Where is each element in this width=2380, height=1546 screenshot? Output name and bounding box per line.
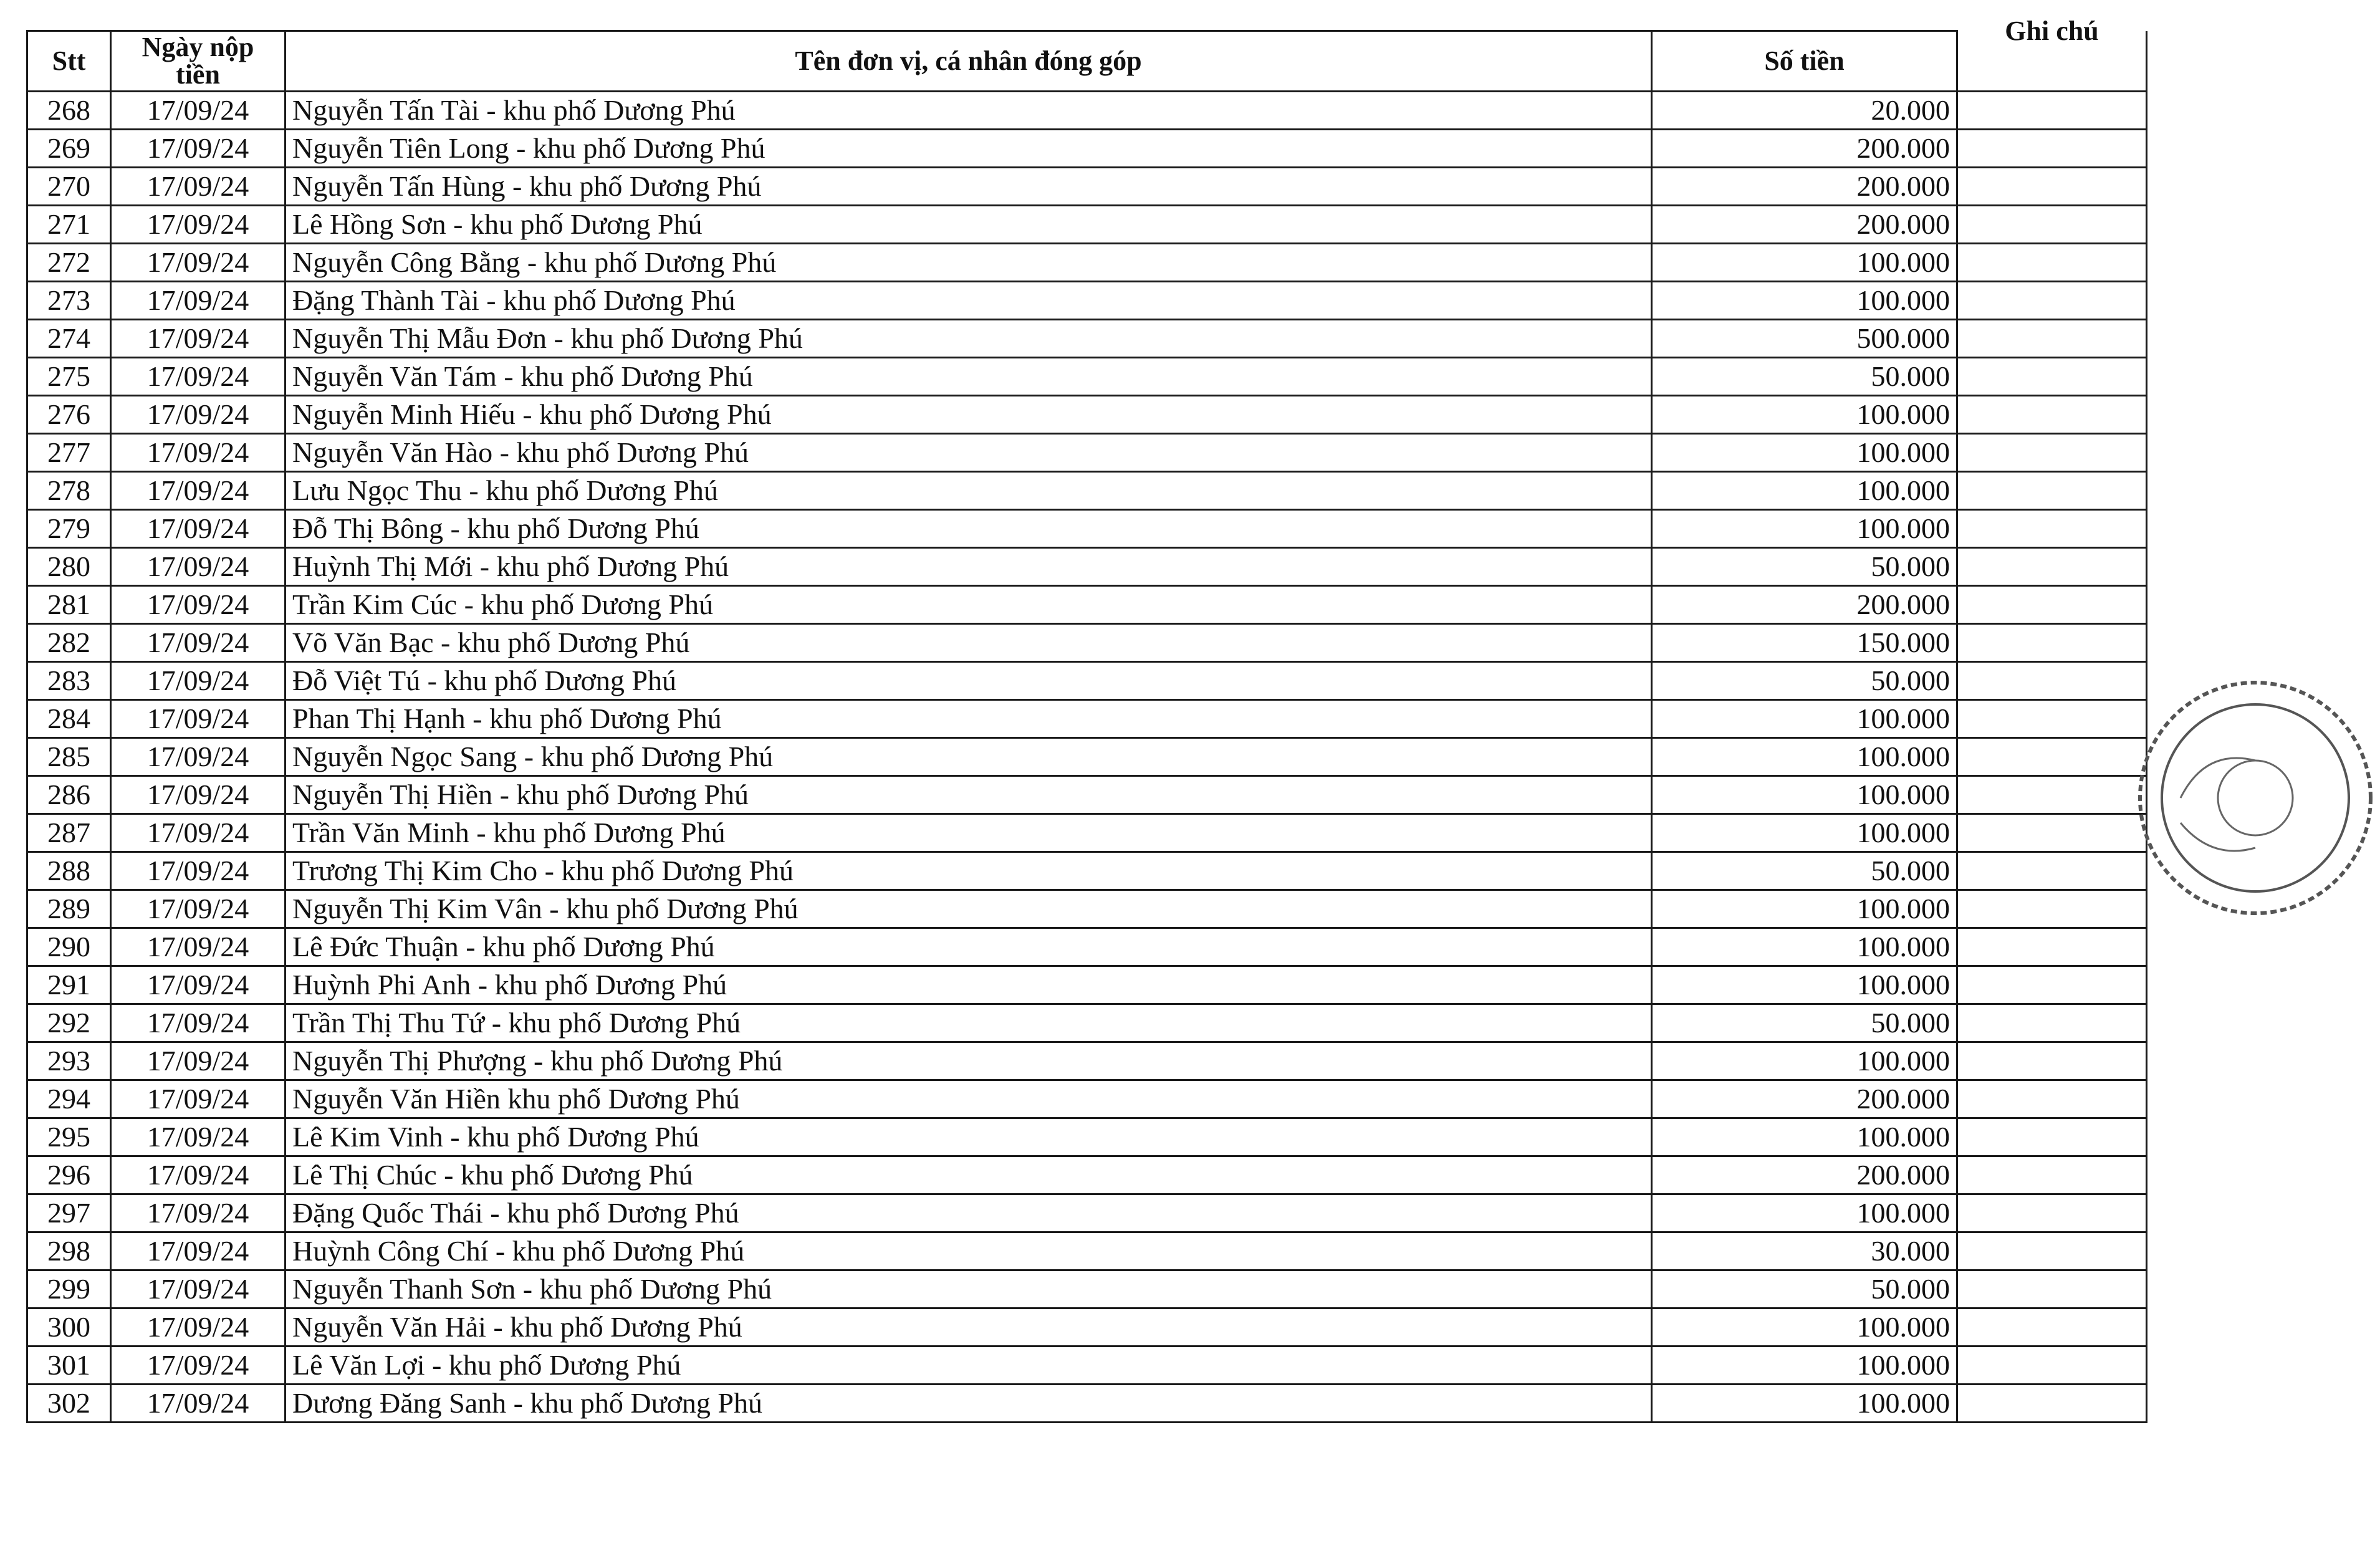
row-note [1957, 396, 2147, 434]
table-row [27, 738, 2147, 776]
row-date: 17/09/24 [111, 244, 286, 282]
row-amount: 50.000 [1652, 852, 1957, 890]
row-note [1957, 320, 2147, 358]
row-note [1957, 472, 2147, 510]
row-date: 17/09/24 [111, 1042, 286, 1080]
row-amount: 200.000 [1652, 168, 1957, 206]
row-stt: 296 [27, 1156, 111, 1194]
row-name: Nguyễn Tiên Long - khu phố Dương Phú [286, 130, 1652, 168]
row-note [1957, 586, 2147, 624]
row-date: 17/09/24 [111, 548, 286, 586]
row-amount: 100.000 [1652, 434, 1957, 472]
row-date: 17/09/24 [111, 130, 286, 168]
row-amount: 100.000 [1652, 814, 1957, 852]
table-row [27, 776, 2147, 814]
row-date: 17/09/24 [111, 1080, 286, 1118]
row-note [1957, 966, 2147, 1004]
row-note [1957, 1156, 2147, 1194]
row-note [1957, 1232, 2147, 1270]
row-note [1957, 1042, 2147, 1080]
row-note [1957, 434, 2147, 472]
table-row [27, 472, 2147, 510]
row-date: 17/09/24 [111, 776, 286, 814]
row-stt: 280 [27, 548, 111, 586]
contribution-ledger [26, 15, 2146, 1423]
row-name: Huỳnh Phi Anh - khu phố Dương Phú [286, 966, 1652, 1004]
table-row [27, 890, 2147, 928]
row-name: Nguyễn Tấn Hùng - khu phố Dương Phú [286, 168, 1652, 206]
row-note [1957, 510, 2147, 548]
row-stt: 270 [27, 168, 111, 206]
row-amount: 200.000 [1652, 586, 1957, 624]
table-row [27, 814, 2147, 852]
row-date: 17/09/24 [111, 586, 286, 624]
row-stt: 289 [27, 890, 111, 928]
row-amount: 100.000 [1652, 966, 1957, 1004]
table-row [27, 206, 2147, 244]
row-stt: 286 [27, 776, 111, 814]
row-name: Nguyễn Văn Hào - khu phố Dương Phú [286, 434, 1652, 472]
row-date: 17/09/24 [111, 396, 286, 434]
row-stt: 272 [27, 244, 111, 282]
table-row [27, 168, 2147, 206]
row-name: Phan Thị Hạnh - khu phố Dương Phú [286, 700, 1652, 738]
table-row [27, 966, 2147, 1004]
header-name: Tên đơn vị, cá nhân đóng góp [286, 31, 1652, 92]
row-stt: 290 [27, 928, 111, 966]
row-name: Lê Đức Thuận - khu phố Dương Phú [286, 928, 1652, 966]
row-stt: 295 [27, 1118, 111, 1156]
row-name: Đỗ Thị Bông - khu phố Dương Phú [286, 510, 1652, 548]
row-date: 17/09/24 [111, 510, 286, 548]
row-date: 17/09/24 [111, 1232, 286, 1270]
row-name: Dương Đăng Sanh - khu phố Dương Phú [286, 1385, 1652, 1423]
row-name: Nguyễn Minh Hiếu - khu phố Dương Phú [286, 396, 1652, 434]
row-note [1957, 130, 2147, 168]
row-stt: 299 [27, 1270, 111, 1308]
row-amount: 50.000 [1652, 358, 1957, 396]
row-date: 17/09/24 [111, 1194, 286, 1232]
row-date: 17/09/24 [111, 624, 286, 662]
table-row [27, 1042, 2147, 1080]
row-stt: 269 [27, 130, 111, 168]
row-amount: 100.000 [1652, 1042, 1957, 1080]
row-amount: 50.000 [1652, 548, 1957, 586]
row-name: Lưu Ngọc Thu - khu phố Dương Phú [286, 472, 1652, 510]
row-note [1957, 662, 2147, 700]
table-row [27, 320, 2147, 358]
row-amount: 100.000 [1652, 396, 1957, 434]
contribution-table [26, 15, 2147, 1423]
row-amount: 50.000 [1652, 662, 1957, 700]
table-row [27, 1080, 2147, 1118]
row-name: Nguyễn Thị Mẫu Đơn - khu phố Dương Phú [286, 320, 1652, 358]
row-date: 17/09/24 [111, 662, 286, 700]
row-date: 17/09/24 [111, 966, 286, 1004]
row-date: 17/09/24 [111, 206, 286, 244]
row-date: 17/09/24 [111, 814, 286, 852]
table-header-row [27, 31, 2147, 92]
row-stt: 287 [27, 814, 111, 852]
table-row [27, 1308, 2147, 1347]
row-date: 17/09/24 [111, 358, 286, 396]
row-note [1957, 928, 2147, 966]
row-amount: 100.000 [1652, 1118, 1957, 1156]
row-date: 17/09/24 [111, 928, 286, 966]
row-note [1957, 358, 2147, 396]
row-name: Nguyễn Thị Hiền - khu phố Dương Phú [286, 776, 1652, 814]
row-stt: 275 [27, 358, 111, 396]
row-date: 17/09/24 [111, 320, 286, 358]
row-date: 17/09/24 [111, 92, 286, 130]
row-name: Trần Văn Minh - khu phố Dương Phú [286, 814, 1652, 852]
table-row [27, 1118, 2147, 1156]
row-stt: 298 [27, 1232, 111, 1270]
row-note [1957, 92, 2147, 130]
table-row [27, 586, 2147, 624]
row-note [1957, 282, 2147, 320]
row-note [1957, 776, 2147, 814]
table-body [27, 92, 2147, 1423]
table-row [27, 434, 2147, 472]
row-note [1957, 814, 2147, 852]
row-amount: 500.000 [1652, 320, 1957, 358]
table-row [27, 358, 2147, 396]
row-date: 17/09/24 [111, 890, 286, 928]
row-name: Võ Văn Bạc - khu phố Dương Phú [286, 624, 1652, 662]
row-name: Trần Kim Cúc - khu phố Dương Phú [286, 586, 1652, 624]
row-stt: 291 [27, 966, 111, 1004]
row-name: Nguyễn Thanh Sơn - khu phố Dương Phú [286, 1270, 1652, 1308]
row-date: 17/09/24 [111, 168, 286, 206]
header-note-cell [1957, 15, 2147, 92]
row-name: Đặng Thành Tài - khu phố Dương Phú [286, 282, 1652, 320]
row-date: 17/09/24 [111, 282, 286, 320]
row-date: 17/09/24 [111, 852, 286, 890]
table-row [27, 510, 2147, 548]
row-amount: 100.000 [1652, 282, 1957, 320]
official-seal-icon [2131, 673, 2255, 923]
table-row [27, 624, 2147, 662]
table-row [27, 244, 2147, 282]
row-note [1957, 244, 2147, 282]
row-date: 17/09/24 [111, 1118, 286, 1156]
row-stt: 268 [27, 92, 111, 130]
table-row [27, 700, 2147, 738]
row-amount: 100.000 [1652, 776, 1957, 814]
row-note [1957, 738, 2147, 776]
row-date: 17/09/24 [111, 1156, 286, 1194]
row-name: Trương Thị Kim Cho - khu phố Dương Phú [286, 852, 1652, 890]
row-amount: 100.000 [1652, 510, 1957, 548]
row-stt: 284 [27, 700, 111, 738]
table-row [27, 1194, 2147, 1232]
row-name: Lê Thị Chúc - khu phố Dương Phú [286, 1156, 1652, 1194]
row-stt: 288 [27, 852, 111, 890]
row-amount: 100.000 [1652, 472, 1957, 510]
table-row [27, 396, 2147, 434]
row-date: 17/09/24 [111, 1308, 286, 1347]
row-date: 17/09/24 [111, 1347, 286, 1385]
row-stt: 301 [27, 1347, 111, 1385]
row-amount: 50.000 [1652, 1004, 1957, 1042]
header-date: Ngày nộp tiền [111, 31, 286, 92]
row-stt: 271 [27, 206, 111, 244]
row-amount: 200.000 [1652, 206, 1957, 244]
row-amount: 100.000 [1652, 738, 1957, 776]
row-name: Trần Thị Thu Tứ - khu phố Dương Phú [286, 1004, 1652, 1042]
table-row [27, 282, 2147, 320]
row-amount: 20.000 [1652, 92, 1957, 130]
row-stt: 300 [27, 1308, 111, 1347]
row-note [1957, 624, 2147, 662]
row-name: Nguyễn Công Bằng - khu phố Dương Phú [286, 244, 1652, 282]
row-note [1957, 1308, 2147, 1347]
row-stt: 283 [27, 662, 111, 700]
row-note [1957, 1080, 2147, 1118]
row-amount: 50.000 [1652, 1270, 1957, 1308]
row-date: 17/09/24 [111, 472, 286, 510]
row-name: Lê Hồng Sơn - khu phố Dương Phú [286, 206, 1652, 244]
row-amount: 200.000 [1652, 1156, 1957, 1194]
row-name: Nguyễn Văn Hiền khu phố Dương Phú [286, 1080, 1652, 1118]
table-row [27, 1232, 2147, 1270]
row-stt: 281 [27, 586, 111, 624]
row-date: 17/09/24 [111, 1270, 286, 1308]
row-date: 17/09/24 [111, 434, 286, 472]
row-note [1957, 1347, 2147, 1385]
row-amount: 100.000 [1652, 890, 1957, 928]
row-stt: 285 [27, 738, 111, 776]
table-row [27, 548, 2147, 586]
row-note [1957, 852, 2147, 890]
row-date: 17/09/24 [111, 738, 286, 776]
row-note [1957, 700, 2147, 738]
row-amount: 200.000 [1652, 130, 1957, 168]
row-date: 17/09/24 [111, 700, 286, 738]
row-amount: 100.000 [1652, 700, 1957, 738]
header-note: Ghi chú [2005, 15, 2099, 46]
row-name: Nguyễn Thị Phượng - khu phố Dương Phú [286, 1042, 1652, 1080]
row-name: Nguyễn Ngọc Sang - khu phố Dương Phú [286, 738, 1652, 776]
row-amount: 30.000 [1652, 1232, 1957, 1270]
row-note [1957, 1385, 2147, 1423]
table-row [27, 1385, 2147, 1423]
row-note [1957, 1118, 2147, 1156]
row-name: Huỳnh Công Chí - khu phố Dương Phú [286, 1232, 1652, 1270]
row-name: Đặng Quốc Thái - khu phố Dương Phú [286, 1194, 1652, 1232]
table-row [27, 1156, 2147, 1194]
header-amount: Số tiền [1652, 31, 1957, 92]
row-name: Huỳnh Thị Mới - khu phố Dương Phú [286, 548, 1652, 586]
row-stt: 302 [27, 1385, 111, 1423]
row-amount: 200.000 [1652, 1080, 1957, 1118]
row-amount: 100.000 [1652, 1385, 1957, 1423]
row-stt: 297 [27, 1194, 111, 1232]
row-stt: 282 [27, 624, 111, 662]
row-name: Nguyễn Thị Kim Vân - khu phố Dương Phú [286, 890, 1652, 928]
row-stt: 292 [27, 1004, 111, 1042]
table-row [27, 130, 2147, 168]
row-stt: 276 [27, 396, 111, 434]
row-note [1957, 548, 2147, 586]
row-amount: 100.000 [1652, 1194, 1957, 1232]
row-note [1957, 1270, 2147, 1308]
row-note [1957, 206, 2147, 244]
row-date: 17/09/24 [111, 1004, 286, 1042]
row-amount: 100.000 [1652, 1347, 1957, 1385]
row-note [1957, 890, 2147, 928]
seal-graphic [2131, 673, 2380, 923]
table-row [27, 1004, 2147, 1042]
row-stt: 294 [27, 1080, 111, 1118]
row-stt: 293 [27, 1042, 111, 1080]
table-row [27, 928, 2147, 966]
row-name: Lê Kim Vinh - khu phố Dương Phú [286, 1118, 1652, 1156]
row-name: Nguyễn Văn Tám - khu phố Dương Phú [286, 358, 1652, 396]
row-note [1957, 1194, 2147, 1232]
row-note [1957, 168, 2147, 206]
table-row [27, 852, 2147, 890]
row-amount: 100.000 [1652, 1308, 1957, 1347]
row-date: 17/09/24 [111, 1385, 286, 1423]
row-stt: 274 [27, 320, 111, 358]
row-note [1957, 1004, 2147, 1042]
table-row [27, 662, 2147, 700]
row-stt: 279 [27, 510, 111, 548]
header-stt: Stt [27, 31, 111, 92]
table-row [27, 92, 2147, 130]
row-name: Nguyễn Văn Hải - khu phố Dương Phú [286, 1308, 1652, 1347]
row-amount: 100.000 [1652, 244, 1957, 282]
row-name: Đỗ Việt Tú - khu phố Dương Phú [286, 662, 1652, 700]
table-row [27, 1347, 2147, 1385]
row-stt: 278 [27, 472, 111, 510]
row-name: Lê Văn Lợi - khu phố Dương Phú [286, 1347, 1652, 1385]
row-stt: 277 [27, 434, 111, 472]
row-name: Nguyễn Tấn Tài - khu phố Dương Phú [286, 92, 1652, 130]
row-amount: 150.000 [1652, 624, 1957, 662]
row-amount: 100.000 [1652, 928, 1957, 966]
table-row [27, 1270, 2147, 1308]
row-stt: 273 [27, 282, 111, 320]
